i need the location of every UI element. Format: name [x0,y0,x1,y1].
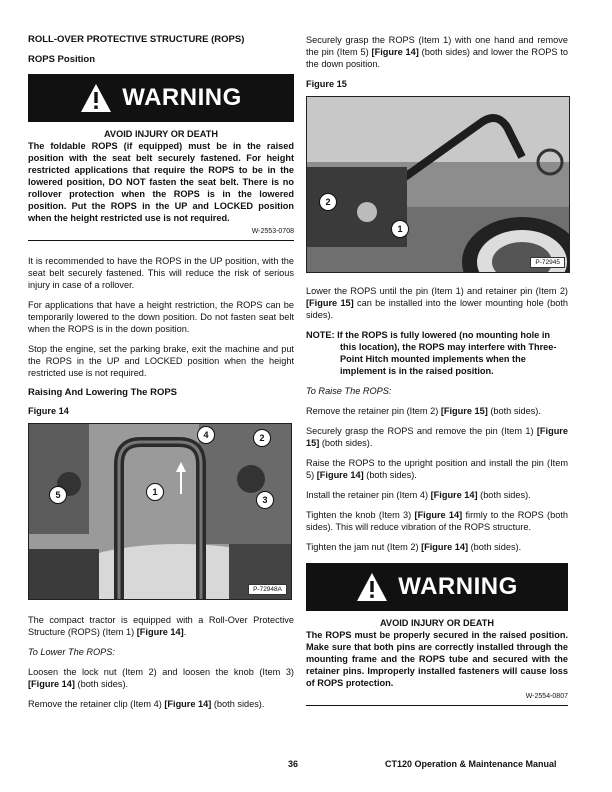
paragraph: Remove the retainer clip (Item 4) [Figure 14] (both sides). [28,699,265,709]
paragraph: Tighten the jam nut (Item 2) [Figure 14] (both sides). [306,542,522,552]
to-raise-heading: To Raise The ROPS: [306,386,392,396]
warning-title: AVOID INJURY OR DEATH [103,129,218,139]
paragraph: Lower the ROPS until the pin (Item 1) and retainer pin (Item 2) [Figure 15] can be installed into the lower mounting hole (both sides). [306,286,568,320]
figure-14-label: Figure 14 [28,406,69,416]
paragraph: Install the retainer pin (Item 4) [Figure 14] (both sides). [306,490,531,500]
figure-ref: [Figure 14] [164,699,212,709]
callout-4: 4 [197,426,215,444]
paragraph: Remove the retainer pin (Item 2) [Figure 15] (both sides). [306,406,541,416]
callout-5: 5 [49,486,67,504]
paragraph: Stop the engine, set the parking brake, exit the machine and put the ROPS in the UP and LOCKED position when the height restricted use is not required. [28,344,294,378]
paragraph: Securely grasp the ROPS (Item 1) with one hand and remove the pin (Item 5) [Figure 14] (both sides) and lower the ROPS to the down position. [306,35,568,69]
rops-lowered-illustration [307,97,569,272]
figure-ref: [Figure 15] [306,426,568,448]
figure-ref: [Figure 14] [28,679,75,689]
note: NOTE: If the ROPS is fully lowered (no mounting hole in this location), the ROPS may interfere with Three-Point Hitch mounted implements when the implement is in the raised position. [306,330,557,376]
paragraph: Securely grasp the ROPS and remove the pin (Item 1) [Figure 15] (both sides). [306,426,568,448]
figure-ref: [Figure 14] [316,470,364,480]
warning-word: WARNING [122,84,242,111]
paragraph: The compact tractor is equipped with a Roll-Over Protective Structure (ROPS) (Item 1) [Figure 14]. [28,615,294,637]
left-column [28,34,294,718]
warning-code: W-2553-0708 [28,226,294,241]
callout-1: 1 [391,220,409,238]
warning-word: WARNING [398,573,518,600]
right-column [306,34,568,720]
warning-body: The ROPS must be properly secured in the raised position. Make sure that both pins are correctly installed through the mounting frame and the ROPS tube and secured with the retainer pins. Improperly installed fasteners will cause loss of ROPS protection. [306,630,568,688]
figure-14-photo [28,423,292,600]
warning-code: W-2554-0807 [306,691,568,706]
section-title: ROLL-OVER PROTECTIVE STRUCTURE (ROPS) [28,34,245,45]
figure-ref: [Figure 14] [430,490,478,500]
warning-banner [306,563,568,611]
figure-ref: [Figure 15] [440,406,488,416]
photo-code: P-72948A [248,584,287,595]
figure-ref: [Figure 14] [414,510,463,520]
callout-3: 3 [256,491,274,509]
subsection-title: ROPS Position [28,54,96,65]
manual-title: CT120 Operation & Maintenance Manual [385,759,557,769]
page-number: 36 [288,759,299,769]
raising-title: Raising And Lowering The ROPS [28,387,178,398]
callout-2: 2 [319,193,337,211]
paragraph: It is recommended to have the ROPS in the UP position, with the seat belt securely fastened. This will reduce the risk of serious injury in case of a rollover. [28,256,294,290]
paragraph: Loosen the lock nut (Item 2) and loosen the knob (Item 3) [Figure 14] (both sides). [28,667,294,689]
paragraph: For applications that have a height restriction, the ROPS can be temporarily lowered to the down position. Do not fasten seat belt when the ROPS is in the down position. [28,300,294,334]
warning-triangle-icon [356,572,388,602]
warning-banner [28,74,294,122]
warning-triangle-icon [80,83,112,113]
warning-title: AVOID INJURY OR DEATH [379,618,494,628]
figure-ref: [Figure 14] [371,47,419,57]
photo-code: P-72945 [530,257,565,268]
rops-photo-illustration [29,424,291,599]
paragraph: Tighten the knob (Item 3) [Figure 14] firmly to the ROPS (both sides). This will reduce vibration of the ROPS structure. [306,510,568,532]
paragraph: Raise the ROPS to the upright position and install the pin (Item 5) [Figure 14] (both sides). [306,458,568,480]
figure-15-label: Figure 15 [306,79,347,89]
figure-ref: [Figure 14] [421,542,469,552]
figure-ref: [Figure 14] [136,627,184,637]
to-lower-heading: To Lower The ROPS: [28,647,115,657]
figure-ref: [Figure 15] [306,298,354,308]
callout-1: 1 [146,483,164,501]
figure-15-photo [306,96,570,273]
warning-body: The foldable ROPS (if equipped) must be in the raised position with the seat belt securely fastened. For height restricted applications that require the ROPS to be in the lowered position, DO NOT fasten the seat belt. There is no rollover protection when the ROPS is in the lowered position. Put the ROPS in the UP and LOCKED position when the height restricted use is not required. [28,141,294,223]
callout-2: 2 [253,429,271,447]
